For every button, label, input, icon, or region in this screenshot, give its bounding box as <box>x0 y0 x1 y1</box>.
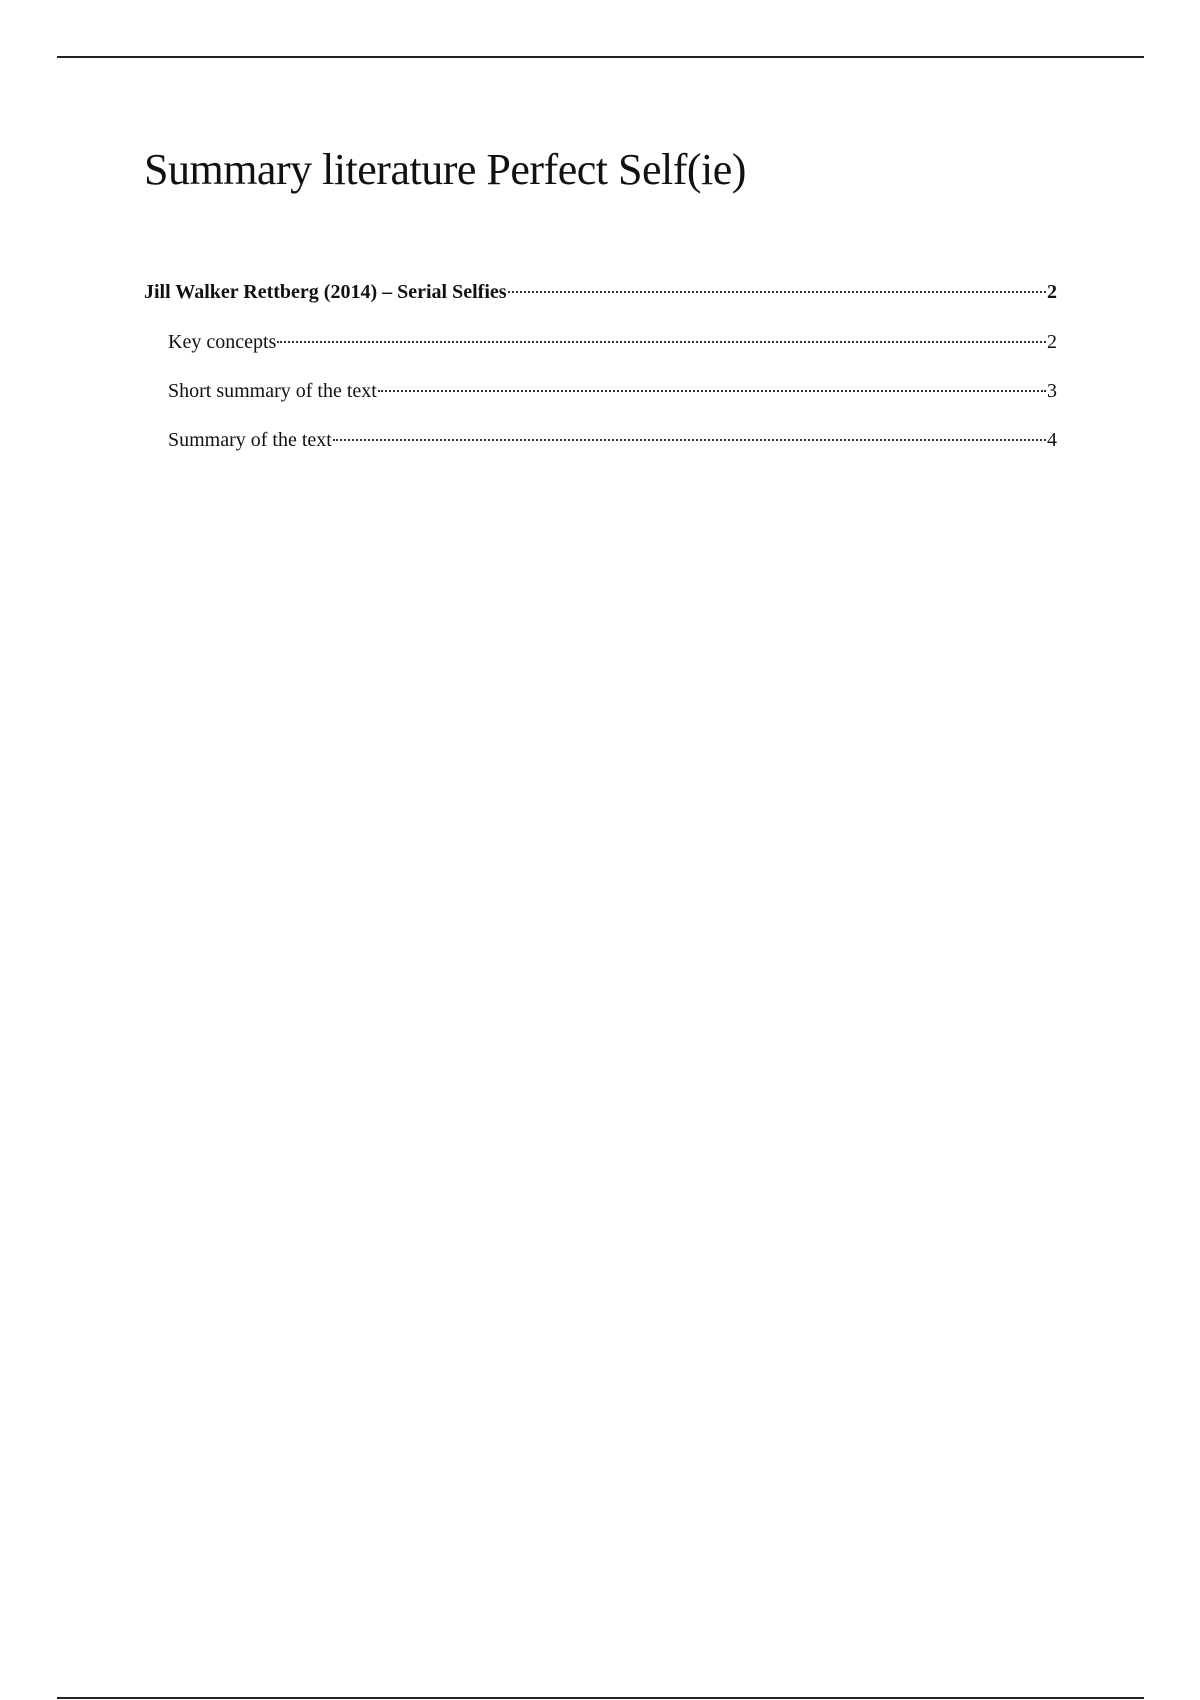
toc-entry-serial-selfies[interactable] <box>144 280 1057 304</box>
toc-entry-label: Short summary of the text <box>168 380 377 402</box>
toc-dot-leader <box>508 291 1046 293</box>
toc-dot-leader <box>277 341 1046 343</box>
header-rule <box>57 56 1144 58</box>
toc-page-number: 4 <box>1047 429 1057 451</box>
toc-entry-key-concepts[interactable] <box>144 330 1057 354</box>
footer-rule <box>57 1697 1144 1699</box>
toc-entry-summary[interactable] <box>144 428 1057 452</box>
toc-entry-label: Key concepts <box>168 331 277 353</box>
document-title: Summary literature Perfect Self(ie) <box>144 145 746 194</box>
toc-entry-label: Summary of the text <box>168 429 332 451</box>
toc-dot-leader <box>333 439 1046 441</box>
table-of-contents <box>144 280 1057 451</box>
toc-page-number: 2 <box>1047 331 1057 353</box>
toc-page-number: 3 <box>1047 380 1057 402</box>
toc-dot-leader <box>378 390 1046 392</box>
toc-entry-label: Jill Walker Rettberg (2014) – Serial Selfies <box>144 281 507 303</box>
toc-entry-short-summary[interactable] <box>144 379 1057 403</box>
toc-page-number: 2 <box>1047 281 1057 303</box>
